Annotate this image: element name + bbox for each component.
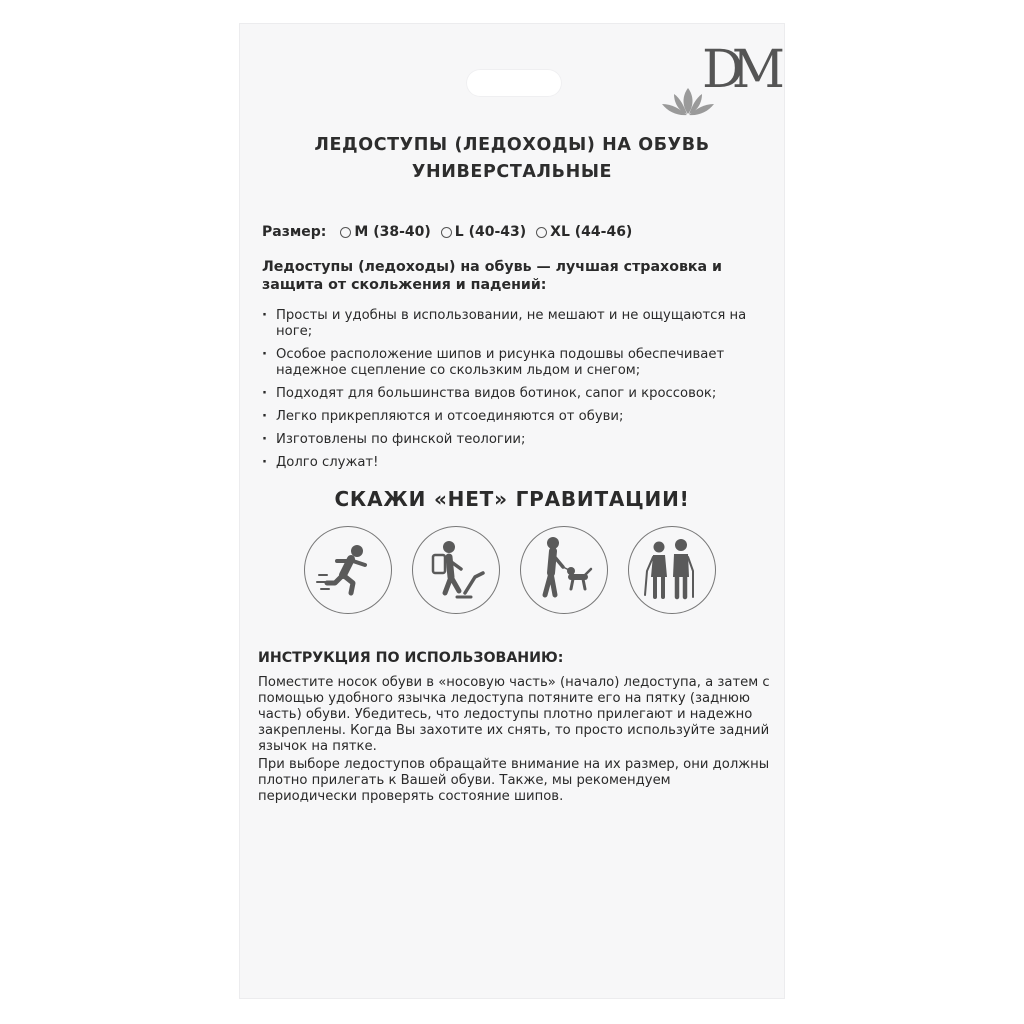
list-item: · Долго служат!	[262, 455, 762, 471]
instructions-title: ИНСТРУКЦИЯ ПО ИСПОЛЬЗОВАНИЮ:	[258, 650, 564, 666]
size-label: Размер:	[262, 224, 327, 240]
size-option-label: M (38-40)	[354, 224, 431, 240]
hang-slot	[466, 69, 562, 97]
title-line-1: ЛЕДОСТУПЫ (ЛЕДОХОДЫ) НА ОБУВЬ	[314, 135, 710, 155]
radio-circle-icon	[340, 227, 351, 238]
brand-logo	[658, 40, 773, 144]
pictogram-row	[304, 526, 724, 622]
packaging-card	[240, 24, 784, 998]
person-walking-dog-icon	[520, 526, 608, 614]
list-item: · Подходят для большинства видов ботинок, сапог и кроссовок;	[262, 386, 762, 402]
list-item: · Изготовлены по финской теологии;	[262, 432, 762, 448]
product-title	[240, 132, 784, 186]
size-option-l	[441, 224, 526, 240]
size-option-xl	[536, 224, 632, 240]
list-item: · Легко прикрепляются и отсоединяются от обуви;	[262, 409, 762, 425]
list-item: · Особое расположение шипов и рисунка подошвы обеспечивает надежное сцепление со скользким льдом и снегом;	[262, 347, 762, 379]
instructions-paragraph-2: При выборе ледоступов обращайте внимание на их размер, они должны плотно прилегать к Вашей обуви. Также, мы рекомендуем периодически проверять состояние шипов.	[258, 757, 770, 804]
title-line-2: УНИВЕРСТАЛЬНЫЕ	[411, 162, 613, 182]
size-option-label: L (40-43)	[454, 224, 527, 240]
lotus-icon	[658, 84, 718, 120]
slogan: СКАЖИ «НЕТ» ГРАВИТАЦИИ!	[334, 487, 690, 511]
hiker-icon	[412, 526, 500, 614]
instructions-paragraph-1: Поместите носок обуви в «носовую часть» (начало) ледоступа, а затем с помощью удобного язычка ледоступа потяните его на пятку (заднюю часть) обуви. Убедитесь, что ледоступы плотно прилегают и надежно закреплены. Когда Вы захотите их снять, то просто используйте задний язычок на пятке.	[258, 675, 770, 754]
radio-circle-icon	[441, 227, 452, 238]
size-option-label: XL (44-46)	[550, 224, 633, 240]
radio-circle-icon	[536, 227, 547, 238]
running-person-icon	[304, 526, 392, 614]
feature-list	[262, 308, 762, 478]
lead-text: Ледоступы (ледоходы) на обувь — лучшая страховка и защита от скольжения и падений:	[262, 259, 722, 293]
size-option-m	[340, 224, 430, 240]
elderly-couple-icon	[628, 526, 716, 614]
logo-letters: DM	[702, 40, 773, 100]
list-item: · Просты и удобны в использовании, не мешают и не ощущаются на ноге;	[262, 308, 762, 340]
size-row	[262, 224, 642, 240]
